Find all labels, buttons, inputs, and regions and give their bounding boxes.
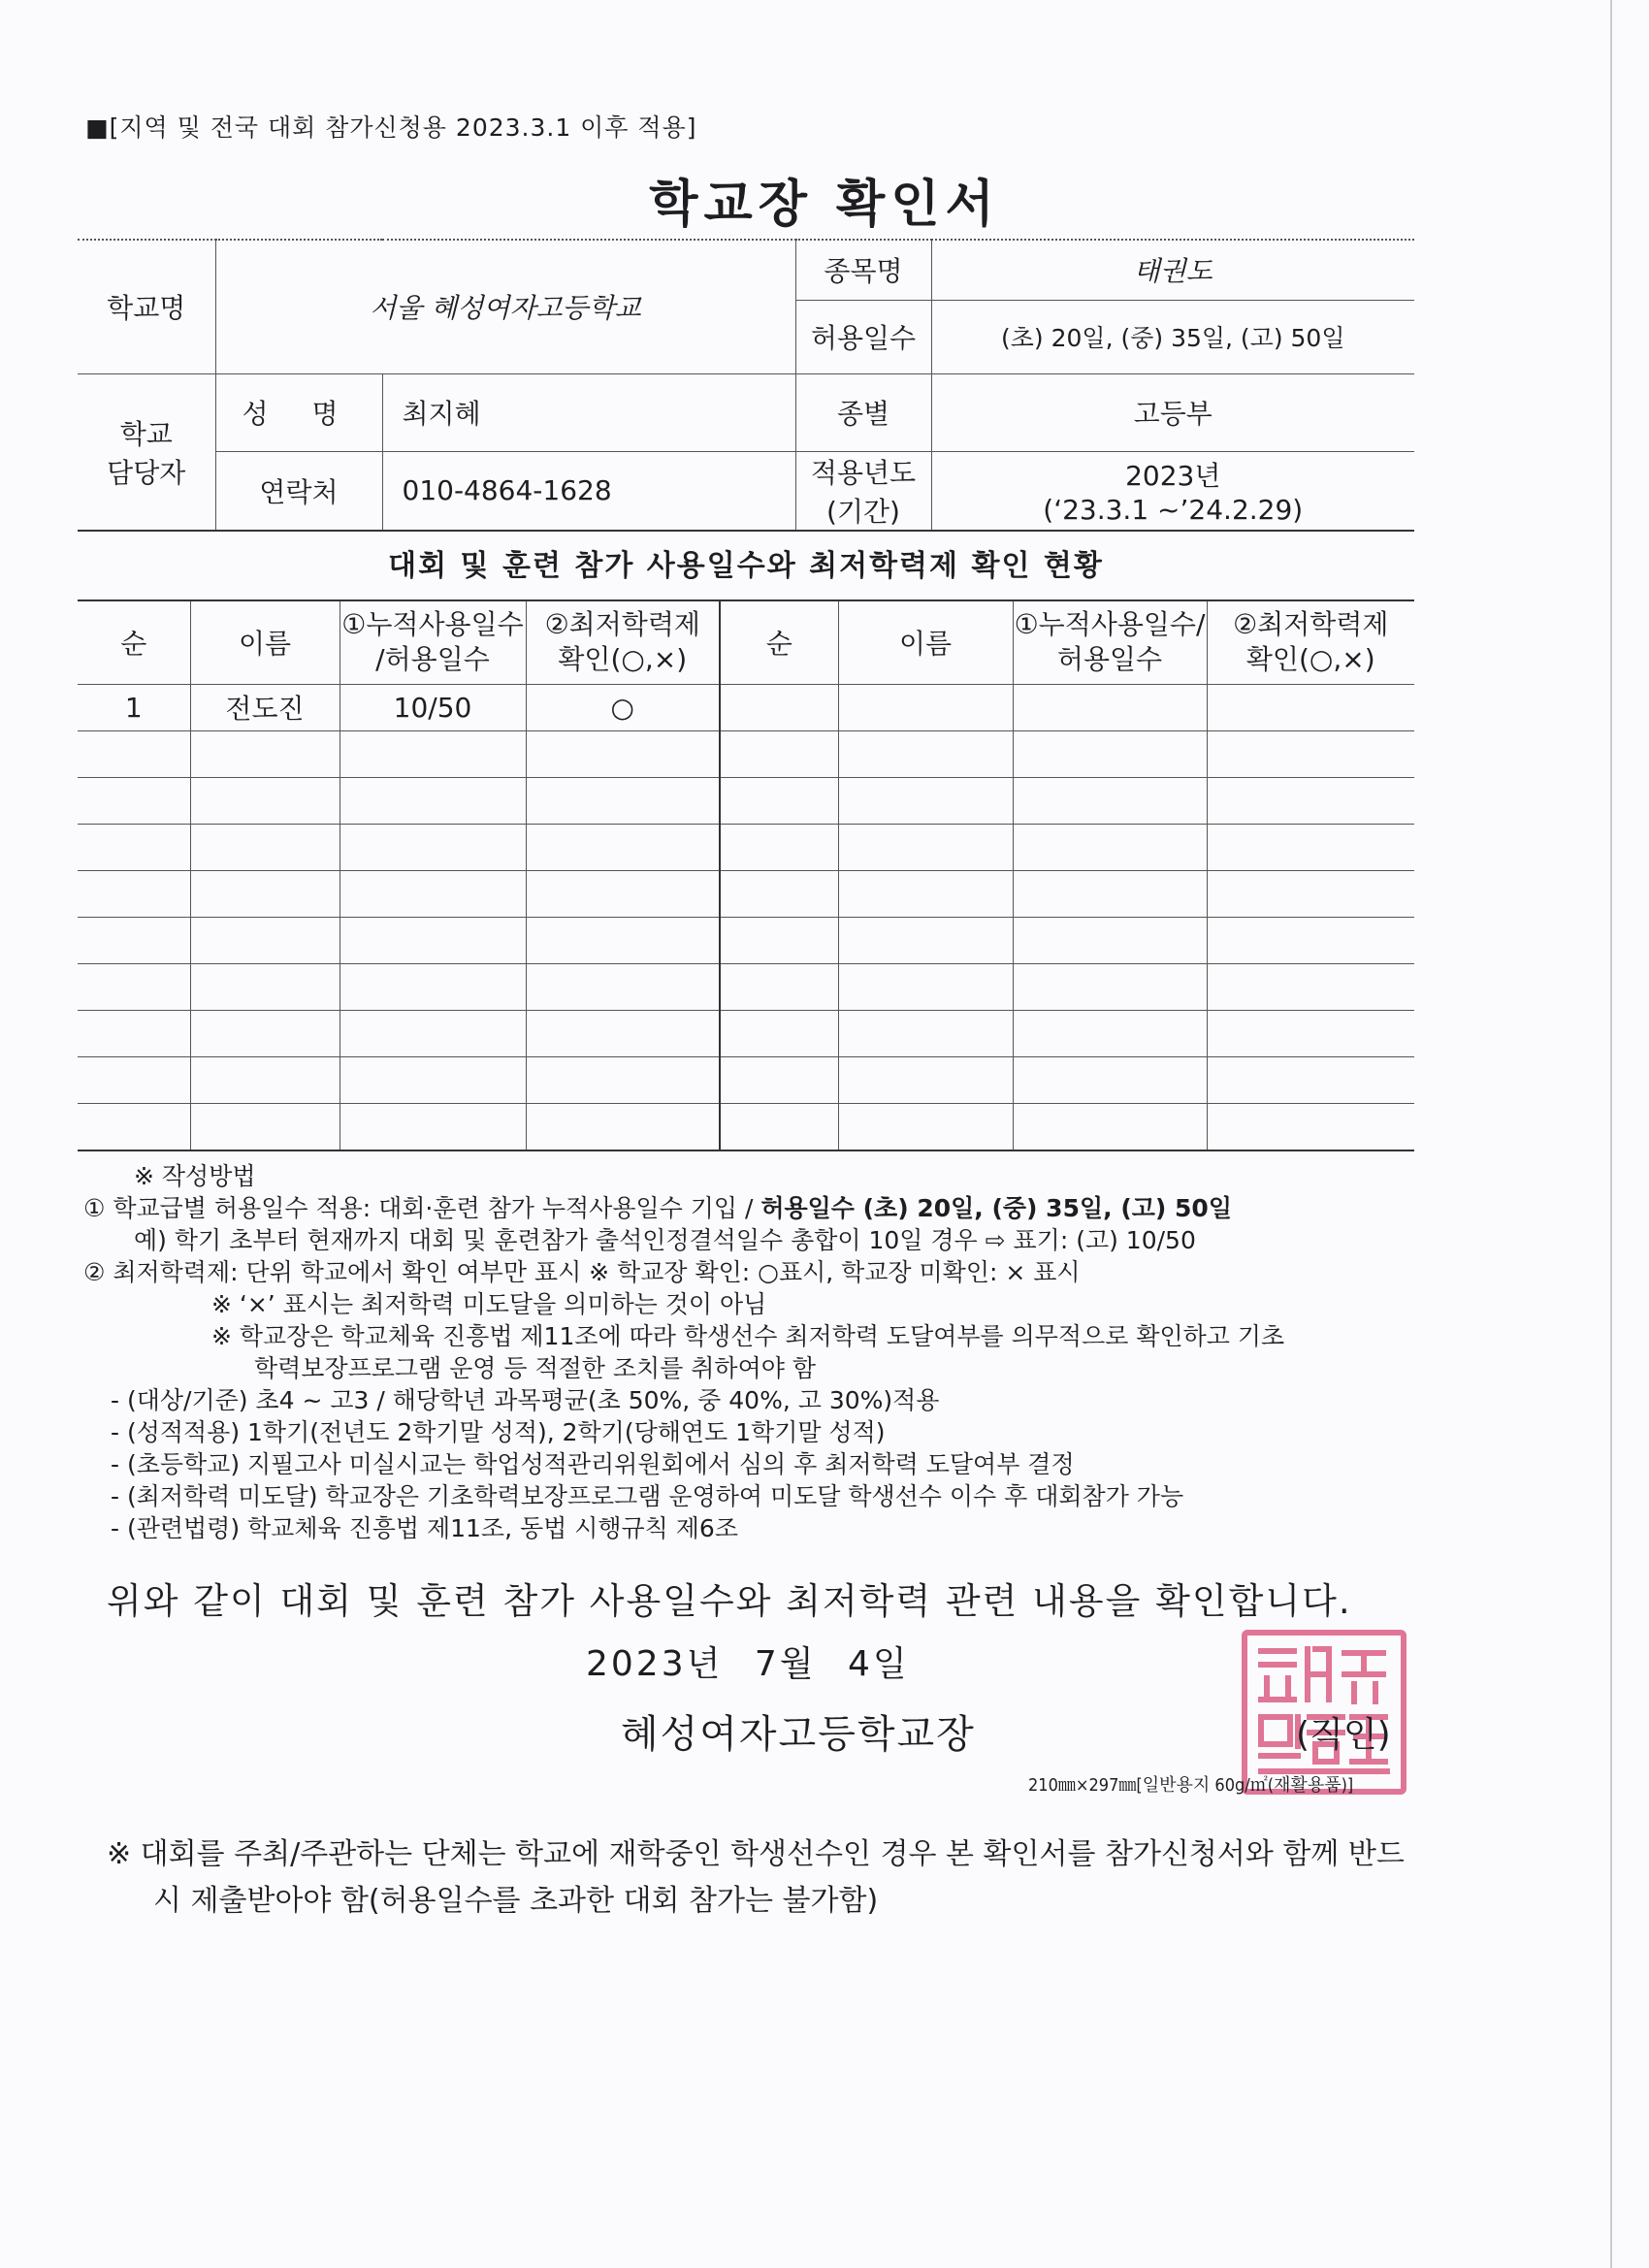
row-days: 10/50 [340, 684, 526, 730]
col-no: 순 [78, 600, 190, 684]
table-row [78, 1010, 1414, 1056]
instruction-detail: - (최저학력 미도달) 학교장은 기초학력보장프로그램 운영하여 미도달 학생선수 이수 후 대회참가 가능 [111, 1482, 1184, 1510]
school-name-value: 서울 혜성여자고등학교 [215, 240, 795, 373]
contact-value: 010-4864-1628 [382, 451, 795, 531]
instruction-2-note-2: ※ 학교장은 학교체육 진흥법 제11조에 따라 학생선수 최저학력 도달여부를 의무적으로 확인하고 기초 [211, 1322, 1285, 1350]
col-no-right: 순 [720, 600, 838, 684]
allowed-days-value: (초) 20일, (중) 35일, (고) 50일 [931, 300, 1414, 373]
period-value: 2023년 (‘23.3.1 ~’24.2.29) [931, 451, 1414, 531]
table-row [78, 684, 1414, 730]
instruction-detail: - (대상/기준) 초4 ~ 고3 / 해당학년 과목평균(초 50%, 중 40%, 고 30%)적용 [111, 1386, 940, 1414]
instructions [83, 1160, 1441, 1544]
confirmation-statement: 위와 같이 대회 및 훈련 참가 사용일수와 최저학력 관련 내용을 확인합니다. [107, 1580, 1352, 1622]
roster-header-row [78, 600, 1414, 684]
sport-value: 태권도 [931, 240, 1414, 300]
table-row [78, 870, 1414, 917]
table-row [78, 963, 1414, 1010]
info-table [78, 239, 1414, 532]
row-min-standard: ○ [526, 684, 720, 730]
sport-label: 종목명 [795, 240, 931, 300]
instruction-detail: - (초등학교) 지필고사 미실시교는 학업성적관리위원회에서 심의 후 최저학력 도달여부 결정 [111, 1450, 1075, 1478]
instruction-2-note-1: ※ ‘×’ 표시는 최저학력 미도달을 의미하는 것이 아님 [211, 1290, 767, 1318]
row-name: 전도진 [190, 684, 340, 730]
person-name-label: 성 명 [215, 373, 382, 451]
table-row [78, 777, 1414, 824]
instruction-detail: - (성적적용) 1학기(전년도 2학기말 성적), 2학기(당해연도 1학기말 성적) [111, 1418, 886, 1446]
col-min-standard: ②최저학력제 확인(○,×) [526, 600, 720, 684]
table-row [78, 1056, 1414, 1103]
roster-table [78, 599, 1414, 1151]
issue-date: 2023년 7월 4일 [586, 1644, 910, 1684]
col-days: ①누적사용일수 /허용일수 [340, 600, 526, 684]
instructions-heading: ※ 작성방법 [134, 1162, 256, 1190]
footer-note: ※ 대회를 주최/주관하는 단체는 학교에 재학중인 학생선수인 경우 본 확인서를 참가신청서와 함께 반드 시 제출받아야 함(허용일수를 초과한 대회 참가는 불가함) [107, 1837, 1405, 1918]
seal-label: (직인) [1296, 1715, 1391, 1755]
col-days-right: ①누적사용일수/ 허용일수 [1013, 600, 1207, 684]
instruction-detail: - (관련법령) 학교체육 진흥법 제11조, 동법 시행규칙 제6조 [111, 1514, 738, 1542]
roster-section-title: 대회 및 훈련 참가 사용일수와 최저학력제 확인 현황 [388, 549, 1104, 583]
instruction-1-example: 예) 학기 초부터 현재까지 대회 및 훈련참가 출석인정결석일수 총합이 10일 경우 ⇨ 표기: (고) 10/50 [134, 1226, 1196, 1254]
row-no: 1 [78, 684, 190, 730]
col-min-standard-right: ②최저학력제 확인(○,×) [1207, 600, 1414, 684]
page-title: 학교장 확인서 [649, 176, 1000, 234]
table-row [78, 824, 1414, 870]
instruction-1: ① 학교급별 허용일수 적용: 대회·훈련 참가 누적사용일수 기입 / 허용일수 (초) 20일, (중) 35일, (고) 50일 [83, 1194, 1232, 1222]
instruction-2: ② 최저학력제: 단위 학교에서 확인 여부만 표시 ※ 학교장 확인: ○표시, 학교장 미확인: × 표시 [83, 1258, 1081, 1286]
contact-label: 연락처 [215, 451, 382, 531]
school-name-label: 학교명 [78, 240, 215, 373]
paper-spec: 210㎜×297㎜[일반용지 60g/㎡(재활용품)] [1028, 1775, 1354, 1796]
category-value: 고등부 [931, 373, 1414, 451]
page-edge [1610, 0, 1612, 2268]
col-name-right: 이름 [838, 600, 1013, 684]
table-row [78, 730, 1414, 777]
instruction-2-note-2-cont: 학력보장프로그램 운영 등 적절한 조치를 취하여야 함 [254, 1354, 816, 1382]
allowed-days-label: 허용일수 [795, 300, 931, 373]
person-name-value: 최지혜 [382, 373, 795, 451]
category-label: 종별 [795, 373, 931, 451]
principal-name: 혜성여자고등학교장 [621, 1712, 976, 1757]
period-label: 적용년도 (기간) [795, 451, 931, 531]
form-usage-note: ■[지역 및 전국 대회 참가신청용 2023.3.1 이후 적용] [85, 113, 697, 142]
col-name: 이름 [190, 600, 340, 684]
table-row [78, 1103, 1414, 1150]
table-row [78, 917, 1414, 963]
manager-label: 학교 담당자 [78, 373, 215, 531]
